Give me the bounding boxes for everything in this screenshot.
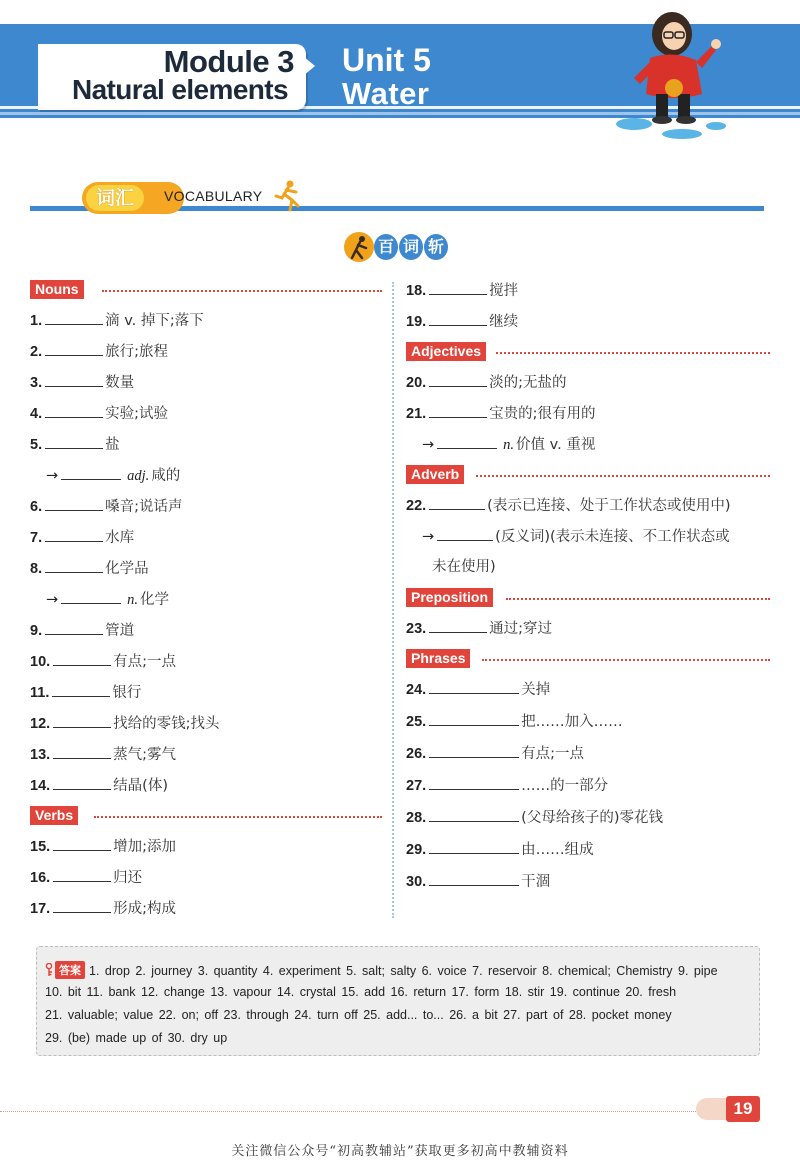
vocab-item-13	[30, 742, 382, 773]
runner-icon	[274, 180, 300, 212]
answer-blank[interactable]	[429, 677, 519, 694]
item-meaning: 银行	[112, 685, 142, 701]
answer-blank[interactable]	[429, 773, 519, 790]
section-label-verbs: Verbs	[30, 806, 78, 825]
answer-blank[interactable]	[53, 773, 111, 790]
item-number: 25.	[406, 714, 427, 730]
left-column	[30, 278, 382, 927]
vocab-item-2	[30, 339, 382, 370]
vocab-item-26	[406, 741, 770, 773]
vocabulary-label-en: VOCABULARY	[164, 188, 263, 204]
item-number: 12.	[30, 716, 51, 732]
item-meaning: 有点;一点	[113, 654, 177, 670]
item-meaning: 形成;构成	[113, 901, 177, 917]
item-meaning: 有点;一点	[521, 746, 585, 762]
item-meaning-continued: 未在使用)	[432, 559, 496, 575]
vocab-derivative-off	[406, 524, 770, 555]
item-number: 16.	[30, 870, 51, 886]
vocab-item-19	[406, 309, 770, 340]
vocab-item-6	[30, 494, 382, 525]
answer-line-2: 10. bit 11. bank 12. change 13. vapour 14. crystal 15. add 16. return 17. form 18. stir 19. continue 20. fresh	[45, 985, 677, 999]
item-meaning: 宝贵的;很有用的	[489, 406, 596, 422]
answer-line-4: 29. (be) made up of 30. dry up	[45, 1031, 228, 1045]
item-meaning: 管道	[105, 623, 135, 639]
page-number-tab	[696, 1096, 766, 1122]
item-number: 22.	[406, 498, 427, 514]
arrow-icon: →	[422, 529, 435, 545]
answer-blank[interactable]	[45, 339, 103, 356]
vocab-derivative-salty	[30, 463, 382, 494]
answer-blank[interactable]	[53, 896, 111, 913]
answer-blank[interactable]	[53, 711, 111, 728]
phrases-section-header	[406, 647, 770, 669]
vocabulary-label-cn: 词汇	[95, 187, 134, 209]
adjectives-section-header	[406, 340, 770, 362]
item-meaning: 蒸气;雾气	[113, 747, 177, 763]
item-number: 4.	[30, 406, 43, 422]
item-number: 11.	[30, 685, 50, 701]
column-divider	[392, 282, 394, 918]
answer-blank[interactable]	[61, 463, 121, 480]
arrow-icon: →	[422, 437, 435, 453]
part-of-speech: n.	[503, 437, 515, 453]
answer-blank[interactable]	[429, 309, 487, 326]
item-meaning: 滴 v. 掉下;落下	[105, 313, 204, 329]
answer-blank[interactable]	[429, 616, 487, 633]
item-number: 29.	[406, 842, 427, 858]
item-number: 17.	[30, 901, 51, 917]
answer-text: 1. drop 2. journey 3. quantity 4. experiment 5. salt; salty 6. voice 7. reservoir 8. chemical; Chemistry 9. pipe	[89, 964, 718, 978]
section-label-nouns: Nouns	[30, 280, 84, 299]
module-title: Module 3	[163, 44, 294, 79]
unit-title: Unit 5	[342, 42, 431, 78]
item-meaning: 由……组成	[521, 842, 594, 858]
item-meaning: 干涸	[521, 874, 551, 890]
item-meaning: (反义词)(表示未连接、不工作状态或	[495, 529, 730, 545]
answer-blank[interactable]	[429, 805, 519, 822]
item-meaning: 关掉	[521, 682, 551, 698]
item-meaning: ……的一部分	[521, 778, 609, 794]
preposition-section-header	[406, 586, 770, 608]
answer-line-3: 21. valuable; value 22. on; off 23. through 24. turn off 25. add... to... 26. a bit 27. part of 28. pocket money	[45, 1008, 672, 1022]
answer-line-1	[45, 961, 718, 979]
answer-blank[interactable]	[53, 834, 111, 851]
item-meaning: 把……加入……	[521, 714, 623, 730]
section-dots	[506, 598, 770, 600]
answer-blank[interactable]	[53, 742, 111, 759]
vocab-item-29	[406, 837, 770, 869]
vocab-item-3	[30, 370, 382, 401]
footer-note: 关注微信公众号“初高教辅站”获取更多初高中教辅资料	[231, 1144, 569, 1159]
answer-blank[interactable]	[53, 649, 111, 666]
item-number: 27.	[406, 778, 427, 794]
item-meaning: 数量	[105, 375, 135, 391]
section-dots	[102, 290, 382, 292]
part-of-speech: n.	[127, 592, 139, 608]
item-meaning: 旅行;旅程	[105, 344, 168, 360]
item-meaning: 盐	[105, 437, 120, 453]
section-badge	[344, 232, 454, 262]
vocab-item-9	[30, 618, 382, 649]
badge-char: 斩	[424, 234, 448, 260]
badge-figure-icon	[344, 232, 374, 262]
item-meaning: 继续	[489, 314, 519, 330]
item-meaning: 通过;穿过	[489, 621, 553, 637]
vocab-item-11	[30, 680, 382, 711]
vocab-item-23	[406, 616, 770, 647]
vocab-item-15	[30, 834, 382, 865]
answer-blank[interactable]	[45, 556, 103, 573]
item-number: 21.	[406, 406, 427, 422]
item-number: 19.	[406, 314, 427, 330]
page-number: 19	[726, 1096, 760, 1122]
vocab-item-4	[30, 401, 382, 432]
mascot-girl-illustration	[612, 6, 732, 142]
vocab-item-14	[30, 773, 382, 804]
unit-arrow-icon	[303, 56, 315, 76]
answer-blank[interactable]	[45, 401, 103, 418]
arrow-icon: →	[46, 468, 59, 484]
item-number: 9.	[30, 623, 43, 639]
item-meaning: 化学	[140, 592, 170, 608]
item-meaning: 增加;添加	[113, 839, 177, 855]
answer-blank[interactable]	[429, 401, 487, 418]
answer-blank[interactable]	[429, 869, 519, 886]
item-meaning: 嗓音;说话声	[105, 499, 183, 515]
answer-blank[interactable]	[429, 278, 487, 295]
answer-blank[interactable]	[429, 837, 519, 854]
answer-blank[interactable]	[61, 587, 121, 604]
unit-subtitle: Water	[342, 76, 430, 111]
vocab-derivative-chemistry	[30, 587, 382, 618]
verbs-section-header	[30, 804, 382, 826]
vocab-item-8	[30, 556, 382, 587]
vocab-item-16	[30, 865, 382, 896]
vocab-item-10	[30, 649, 382, 680]
vocab-item-22	[406, 493, 770, 524]
section-label-preposition: Preposition	[406, 588, 493, 607]
answer-key-box	[36, 946, 760, 1056]
item-number: 15.	[30, 839, 51, 855]
badge-char: 词	[399, 234, 423, 260]
vocab-item-7	[30, 525, 382, 556]
item-number: 24.	[406, 682, 427, 698]
section-dots	[476, 475, 770, 477]
section-dots	[496, 352, 770, 354]
adverb-section-header	[406, 463, 770, 485]
part-of-speech: adj.	[127, 468, 150, 484]
answer-blank[interactable]	[45, 494, 103, 511]
module-subtitle: Natural elements	[71, 74, 288, 105]
answer-tag: 答案	[55, 961, 85, 979]
badge-char: 百	[374, 234, 398, 260]
answer-blank[interactable]	[45, 308, 103, 325]
vocab-item-17	[30, 896, 382, 927]
right-column	[406, 278, 770, 901]
item-number: 28.	[406, 810, 427, 826]
answer-blank[interactable]	[45, 618, 103, 635]
module-label-box	[38, 44, 306, 110]
section-dots	[482, 659, 770, 661]
item-meaning: 实验;试验	[105, 406, 168, 422]
answer-blank[interactable]	[429, 709, 519, 726]
item-number: 5.	[30, 437, 43, 453]
item-number: 23.	[406, 621, 427, 637]
item-meaning: 价值 v. 重视	[516, 437, 596, 453]
item-meaning: 咸的	[151, 468, 181, 484]
item-number: 6.	[30, 499, 43, 515]
item-meaning: 找给的零钱;找头	[113, 716, 220, 732]
vocab-item-24	[406, 677, 770, 709]
badge-chars	[374, 234, 448, 260]
item-meaning: (父母给孩子的)零花钱	[521, 810, 663, 826]
answer-blank[interactable]	[429, 370, 487, 387]
vocab-derivative-value	[406, 432, 770, 463]
section-label-adjectives: Adjectives	[406, 342, 486, 361]
vocab-item-12	[30, 711, 382, 742]
nouns-section-header	[30, 278, 382, 300]
item-meaning: (表示已连接、处于工作状态或使用中)	[487, 498, 731, 514]
vocab-item-25	[406, 709, 770, 741]
item-meaning: 结晶(体)	[113, 778, 168, 794]
answer-blank[interactable]	[45, 370, 103, 387]
answer-blank[interactable]	[53, 865, 111, 882]
answer-blank[interactable]	[437, 432, 497, 449]
answer-key-icon	[45, 963, 53, 977]
item-number: 2.	[30, 344, 43, 360]
header-banner	[0, 0, 800, 118]
answer-blank[interactable]	[52, 680, 110, 697]
vocab-item-27	[406, 773, 770, 805]
answer-blank[interactable]	[45, 432, 103, 449]
item-number: 14.	[30, 778, 51, 794]
item-number: 20.	[406, 375, 427, 391]
answer-blank[interactable]	[45, 525, 103, 542]
vocabulary-header	[30, 180, 764, 216]
vocab-item-20	[406, 370, 770, 401]
vocab-item-1	[30, 308, 382, 339]
vocab-item-5	[30, 432, 382, 463]
item-meaning: 归还	[113, 870, 143, 886]
item-number: 7.	[30, 530, 43, 546]
item-number: 13.	[30, 747, 51, 763]
answer-blank[interactable]	[429, 493, 485, 510]
item-number: 8.	[30, 561, 43, 577]
item-number: 30.	[406, 874, 427, 890]
section-dots	[94, 816, 382, 818]
item-meaning: 搅拌	[489, 283, 519, 299]
vocab-item-30	[406, 869, 770, 901]
item-number: 18.	[406, 283, 427, 299]
item-number: 3.	[30, 375, 43, 391]
item-number: 1.	[30, 313, 43, 329]
item-number: 10.	[30, 654, 51, 670]
item-meaning: 化学品	[105, 561, 149, 577]
vocab-item-21	[406, 401, 770, 432]
item-meaning: 淡的;无盐的	[489, 375, 567, 391]
arrow-icon: →	[46, 592, 59, 608]
item-meaning: 水库	[105, 530, 135, 546]
answer-blank[interactable]	[429, 741, 519, 758]
section-label-adverb: Adverb	[406, 465, 464, 484]
answer-blank[interactable]	[437, 524, 493, 541]
vocab-item-18	[406, 278, 770, 309]
section-label-phrases: Phrases	[406, 649, 470, 668]
item-number: 26.	[406, 746, 427, 762]
vocab-item-28	[406, 805, 770, 837]
page-rule	[0, 1111, 700, 1112]
